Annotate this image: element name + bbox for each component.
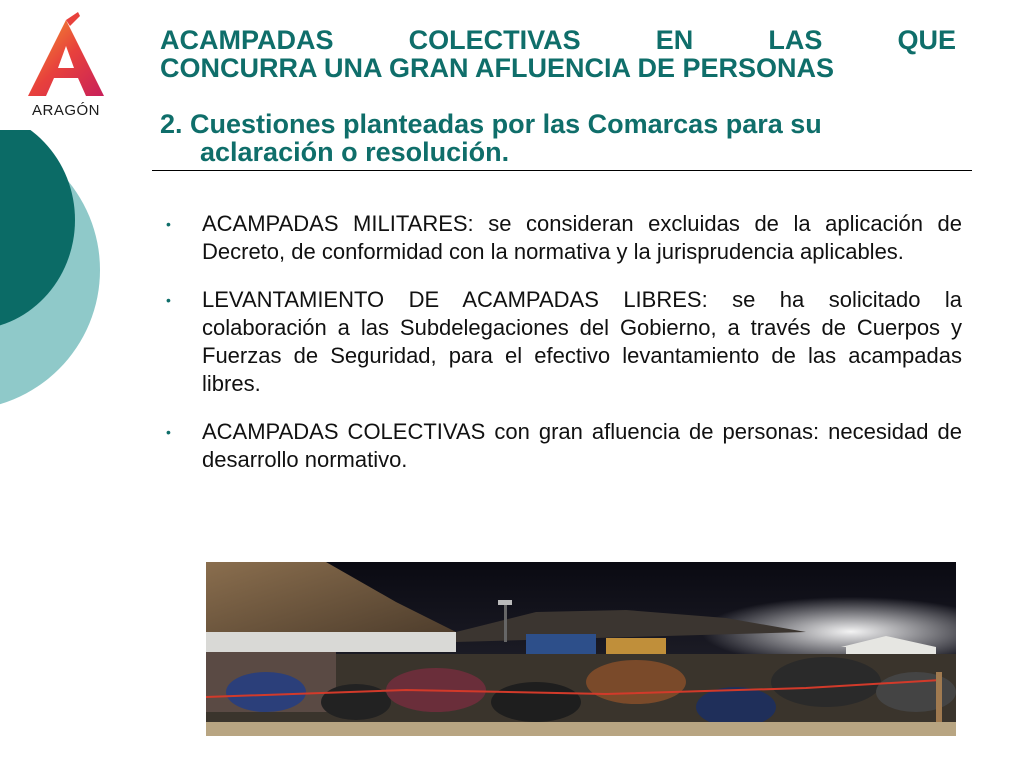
bullet-text: LEVANTAMIENTO DE ACAMPADAS LIBRES: se ha solicitado la colaboración a las Subdelegaciones del Gobierno, a través de Cuerpos y Fuerzas de Seguridad, para el efectivo levantamiento de las acampadas libres. bbox=[202, 287, 962, 396]
slide-title bbox=[160, 26, 956, 82]
bullet-text: ACAMPADAS COLECTIVAS con gran afluencia de personas: necesidad de desarrollo normativo. bbox=[202, 419, 962, 472]
title-divider bbox=[152, 170, 972, 171]
bullet-marker: • bbox=[166, 292, 171, 308]
slide-subtitle bbox=[160, 110, 960, 166]
title-line-1: ACAMPADAS COLECTIVAS EN LAS QUE bbox=[160, 25, 956, 55]
title-line-2: CONCURRA UNA GRAN AFLUENCIA DE PERSONAS bbox=[160, 53, 835, 83]
bullet-item bbox=[160, 286, 962, 398]
bullet-text: ACAMPADAS MILITARES: se consideran excluidas de la aplicación de Decreto, de conformidad con la normativa y la jurisprudencia aplicables. bbox=[202, 211, 962, 264]
bullet-item bbox=[160, 418, 962, 474]
bullet-marker: • bbox=[166, 424, 171, 440]
campsite-photo bbox=[206, 562, 956, 736]
bullet-item bbox=[160, 210, 962, 266]
bullet-list bbox=[160, 210, 962, 494]
bullet-marker: • bbox=[166, 216, 171, 232]
logo-text: ARAGÓN bbox=[31, 102, 100, 119]
subtitle-line-2: aclaración o resolución. bbox=[200, 137, 510, 167]
subtitle-line-1: 2. Cuestiones planteadas por las Comarcas para su bbox=[160, 109, 822, 139]
